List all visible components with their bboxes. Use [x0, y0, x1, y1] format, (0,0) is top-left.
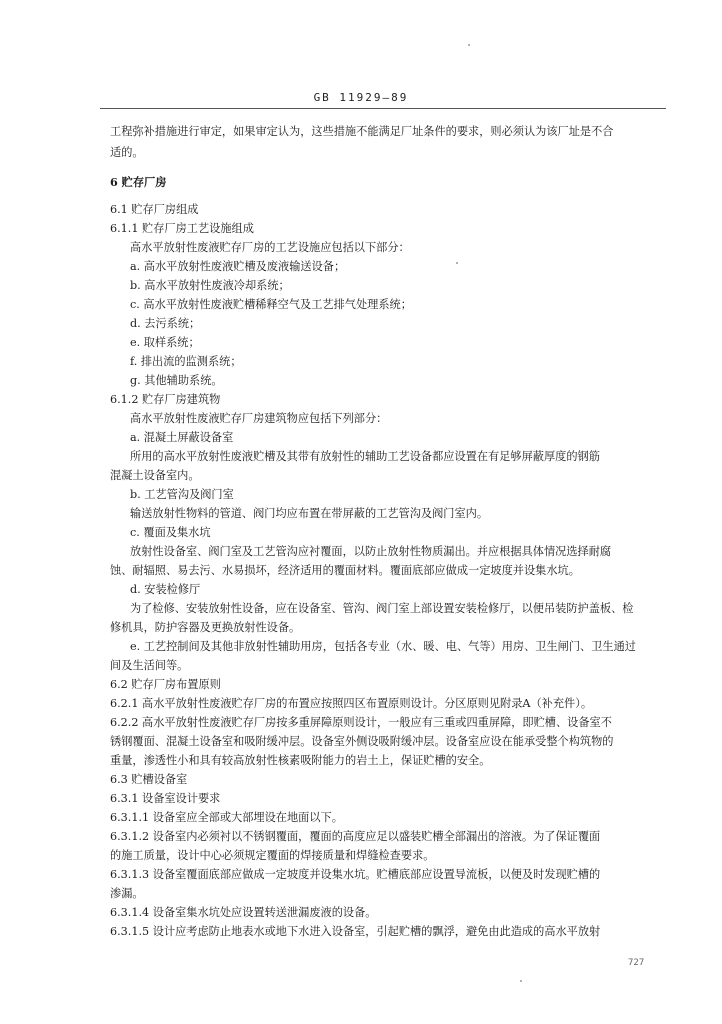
paragraph-line: 锈钢覆面、混凝土设备室和吸附缓冲层。设备室外侧设吸附缓冲层。设备室应设在能承受整个构筑物的	[110, 735, 614, 748]
paragraph-line: 混凝土设备室内。	[110, 469, 200, 482]
subsection-heading: 6.1.2 贮存厂房建筑物	[110, 393, 221, 406]
clause-line: 6.3.1.4 设备室集水坑处应设置转送泄漏废液的设备。	[110, 906, 377, 919]
paragraph-line: 高水平放射性废液贮存厂房建筑物应包括下列部分：	[130, 412, 388, 425]
list-item: d. 安装检修厅	[130, 583, 201, 596]
paragraph-line: 渗漏。	[110, 887, 144, 900]
scan-speck	[456, 262, 458, 264]
paragraph-line: 重量，渗透性小和具有较高放射性核素吸附能力的岩土上，保证贮槽的安全。	[110, 754, 491, 767]
clause-line: 6.3.1.2 设备室内必须衬以不锈钢覆面，覆面的高度应足以盛装贮槽全部漏出的溶液。为了保证覆面	[110, 830, 601, 843]
list-item: e. 取样系统；	[130, 336, 200, 349]
paragraph-line: 放射性设备室、阀门室及工艺管沟应衬覆面，以防止放射性物质漏出。并应根据具体情况选择耐腐	[130, 545, 612, 558]
subsection-heading: 6.1.1 贮存厂房工艺设施组成	[110, 222, 254, 235]
page-number: 727	[628, 958, 645, 968]
paragraph-line: 修机具，防护容器及更换放射性设备。	[110, 621, 301, 634]
paragraph-line: 蚀、耐辐照、易去污、水易损坏，经济适用的覆面材料。覆面底部应做成一定坡度并设集水坑。	[110, 564, 580, 577]
section-heading: 6 贮存厂房	[110, 175, 167, 189]
scan-speck	[520, 980, 522, 982]
paragraph-line: 适的。	[110, 146, 144, 159]
paragraph-line: 所用的高水平放射性废液贮槽及其带有放射性的辅助工艺设备都应设置在有足够屏蔽厚度的钢筋	[130, 450, 600, 463]
subsection-heading: 6.1 贮存厂房组成	[110, 203, 199, 216]
subsection-heading: 6.3.1 设备室设计要求	[110, 792, 221, 805]
clause-line: 6.3.1.1 设备室应全部或大部埋设在地面以下。	[110, 811, 343, 824]
clause-line: 6.2.1 高水平放射性废液贮存厂房的布置应按照四区布置原则设计。分区原则见附录A（补充件）。	[110, 697, 593, 710]
list-item: f. 排出流的监测系统；	[130, 355, 242, 368]
paragraph-line: 的施工质量，设计中心必须规定覆面的焊接质量和焊缝检查要求。	[110, 849, 435, 862]
scan-speck	[468, 44, 470, 46]
paragraph-line: 为了检修、安装放射性设备，应在设备室、管沟、阀门室上部设置安装检修厅，以便吊装防护盖板、检	[130, 602, 634, 615]
list-item: a. 高水平放射性废液贮槽及废液输送设备；	[130, 260, 346, 273]
clause-line: 6.3.1.3 设备室覆面底部应做成一定坡度并设集水坑。贮槽底部应设置导流板，以便及时发现贮槽的	[110, 868, 601, 881]
list-item: a. 混凝土屏蔽设备室	[130, 431, 234, 444]
clause-line: 6.3.1.5 设计应考虑防止地表水或地下水进入设备室，引起贮槽的飘浮，避免由此造成的高水平放射	[110, 925, 601, 938]
list-item: e. 工艺控制间及其他非放射性辅助用房，包括各专业（水、暖、电、气等）用房、卫生闸门、卫生通过	[130, 640, 636, 653]
clause-line: 6.2.2 高水平放射性废液贮存厂房按多重屏障原则设计，一般应有三重或四重屏障，即贮槽、设备室不	[110, 716, 612, 729]
list-item: d. 去污系统；	[130, 317, 201, 330]
paragraph-line: 间及生活间等。	[110, 659, 189, 672]
subsection-heading: 6.3 贮槽设备室	[110, 773, 188, 786]
list-item: c. 覆面及集水坑	[130, 526, 211, 539]
list-item: b. 高水平放射性废液冷却系统；	[130, 279, 290, 292]
subsection-heading: 6.2 贮存厂房布置原则	[110, 678, 221, 691]
paragraph-line: 工程弥补措施进行审定，如果审定认为，这些措施不能满足厂址条件的要求，则必须认为该厂址是不合	[110, 125, 614, 138]
paragraph-line: 高水平放射性废液贮存厂房的工艺设施应包括以下部分：	[130, 241, 410, 254]
standard-number-header: GB 11929—89	[313, 91, 409, 104]
paragraph-line: 输送放射性物料的管道、阀门均应布置在带屏蔽的工艺管沟及阀门室内。	[130, 507, 489, 520]
header-divider	[100, 108, 666, 109]
list-item: b. 工艺管沟及阀门室	[130, 488, 234, 501]
list-item: c. 高水平放射性废液贮槽稀释空气及工艺排气处理系统；	[130, 298, 412, 311]
list-item: g. 其他辅助系统。	[130, 374, 223, 387]
